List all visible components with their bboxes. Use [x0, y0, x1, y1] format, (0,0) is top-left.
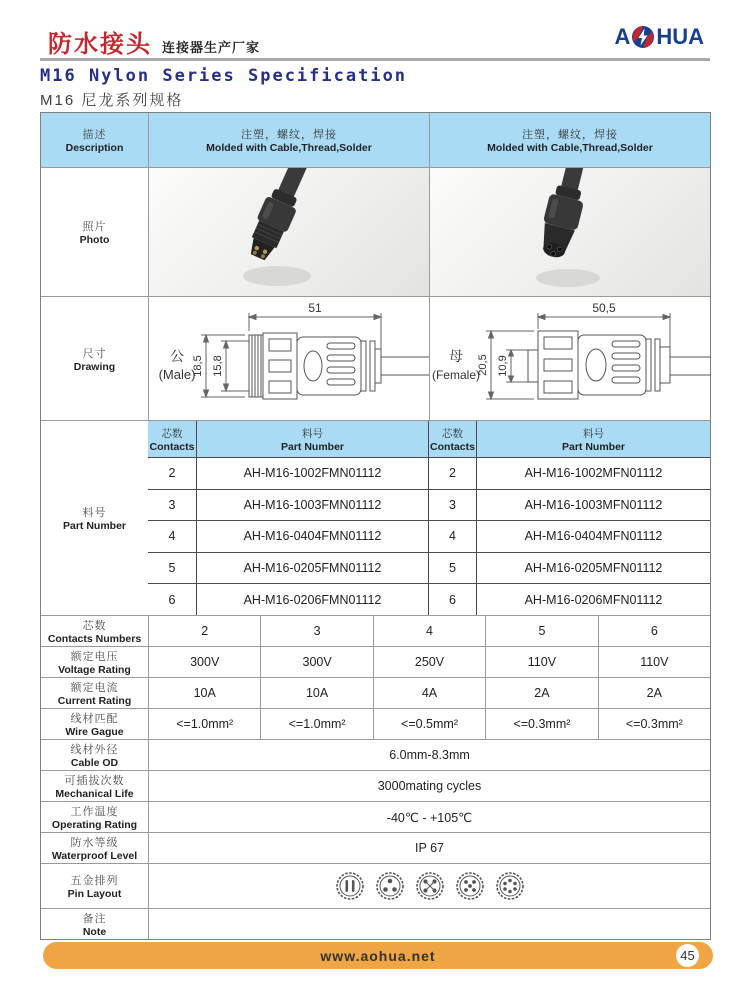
spec-value: 10A — [305, 686, 329, 700]
pin-layout-icon-3pin — [375, 871, 405, 901]
female-dim-outer: 20,5 — [477, 354, 489, 376]
spec-value: 4A — [421, 686, 438, 700]
spec-value: <=1.0mm² — [288, 717, 346, 731]
drawing-label-cn: 尺寸 — [82, 347, 107, 360]
contacts-count: 4 — [168, 529, 176, 544]
spec-value: 6 — [650, 624, 658, 638]
row-label-cn: 芯数 — [82, 620, 107, 632]
contacts-header-female — [428, 421, 476, 457]
brand-block — [48, 24, 260, 59]
part-number-header-row — [148, 421, 710, 457]
row-label-en: Current Rating — [57, 695, 132, 707]
male-part-number: AH-M16-0205FMN01112 — [243, 561, 382, 576]
pin-layout-icon-5pin — [455, 871, 485, 901]
website-link[interactable]: www.aohua.net — [320, 947, 436, 964]
spec-value: 2A — [646, 686, 662, 700]
page-subtitle: M16 尼龙系列规格 — [40, 92, 184, 109]
row-label-en: Contacts Numbers — [47, 633, 142, 645]
male-dim-inner: 15,8 — [211, 355, 224, 377]
row-label-en: Voltage Rating — [58, 664, 131, 676]
row-label-en: Note — [82, 926, 107, 938]
male-part-number: AH-M16-1003FMN01112 — [243, 497, 382, 512]
pin-layout-diagrams — [148, 864, 710, 908]
operating-rating-label-cell — [41, 802, 148, 832]
pin-layout-icon-2pin — [335, 871, 365, 901]
header-divider — [40, 58, 710, 61]
female-gender-cn: 母 — [449, 348, 463, 364]
wire-gauge-label-cell — [41, 709, 148, 739]
row-label-cn: 防水等级 — [70, 837, 119, 849]
table-row-drawing — [41, 296, 710, 420]
spec-value: 300V — [302, 655, 332, 669]
spec-value: 110V — [527, 655, 557, 669]
page-number-badge: 45 — [676, 944, 699, 967]
contacts-count: 6 — [449, 592, 456, 607]
female-dim-length: 50,5 — [592, 301, 616, 315]
female-part-number: AH-M16-1003MFN01112 — [524, 497, 663, 512]
table-row-current-rating — [41, 677, 710, 708]
row-label-en: Cable OD — [70, 757, 119, 769]
molded-male-cell — [148, 113, 429, 167]
voltage-rating-label-cell — [41, 647, 148, 677]
photo-label-cell — [41, 168, 148, 296]
part-number-row — [148, 457, 710, 489]
part-number-row — [148, 520, 710, 552]
table-row-wire-gauge — [41, 708, 710, 739]
contacts-numbers-label-cell — [41, 616, 148, 646]
part-number-row — [148, 552, 710, 584]
part-number-label-cell — [41, 421, 148, 615]
male-connector-photo-image — [149, 168, 430, 296]
molded-male-cn: 注塑，螺纹，焊接 — [241, 129, 337, 141]
table-row-voltage-rating — [41, 646, 710, 677]
contacts-header-en: Contacts — [430, 440, 475, 453]
pn-header-en: Part Number — [280, 440, 344, 453]
description-label-en: Description — [65, 142, 124, 154]
table-row-pin-layout — [41, 863, 710, 908]
description-label-cn: 描述 — [82, 129, 107, 141]
pin-layout-label-cell — [41, 864, 148, 908]
male-gender-cn: 公 — [169, 348, 184, 364]
note-label-cell — [41, 909, 148, 939]
cable-od-value: 6.0mm-8.3mm — [389, 748, 470, 762]
contacts-header-male — [148, 421, 196, 457]
row-label-en: Mechanical Life — [55, 788, 134, 800]
contacts-header-en: Contacts — [149, 440, 195, 453]
female-dim-inner: 10,9 — [497, 355, 509, 377]
part-number-label-en: Part Number — [62, 520, 126, 532]
female-part-number: AH-M16-0206MFN01112 — [524, 592, 663, 607]
pin-layout-icon-4pin — [415, 871, 445, 901]
female-gender-en: (Female) — [431, 368, 481, 382]
logo-letter-a: A — [614, 24, 631, 49]
brand-tagline: 连接器生产厂家 — [162, 40, 261, 55]
contacts-count: 5 — [168, 561, 176, 576]
table-row-note — [41, 908, 710, 939]
contacts-count: 2 — [449, 466, 456, 481]
row-label-en: Operating Rating — [51, 819, 138, 831]
spec-value: 10A — [193, 686, 216, 700]
male-connector-photo — [148, 168, 429, 296]
contacts-count: 2 — [168, 466, 176, 481]
spec-value: <=0.3mm² — [625, 717, 683, 731]
contacts-count: 6 — [168, 592, 176, 607]
contacts-count: 4 — [449, 529, 456, 544]
spec-table — [40, 112, 711, 940]
spec-value: 110V — [640, 655, 669, 669]
pin-layout-icon-6pin — [495, 871, 525, 901]
female-part-number: AH-M16-1002MFN01112 — [524, 466, 663, 481]
male-dimension-drawing — [149, 297, 430, 420]
male-part-number: AH-M16-0206FMN01112 — [243, 592, 382, 607]
brand-name-cn: 防水接头 — [48, 31, 152, 58]
table-row-waterproof-level — [41, 832, 710, 863]
part-number-row — [148, 489, 710, 521]
waterproof-level-label-cell — [41, 833, 148, 863]
female-part-number: AH-M16-0404MFN01112 — [524, 529, 663, 544]
row-label-cn: 备注 — [82, 913, 107, 925]
female-dimension-drawing — [430, 297, 711, 420]
row-label-en: Waterproof Level — [51, 850, 138, 862]
mechanical-life-label-cell — [41, 771, 148, 801]
spec-value: 5 — [538, 624, 546, 638]
contacts-header-cn: 芯数 — [442, 427, 463, 440]
drawing-label-cell — [41, 297, 148, 420]
row-label-en: Wire Gague — [65, 726, 124, 738]
pn-header-en: Part Number — [561, 440, 625, 453]
row-label-cn: 线材外径 — [70, 744, 119, 756]
table-row-operating-rating — [41, 801, 710, 832]
contacts-header-cn: 芯数 — [161, 427, 183, 440]
footer-bar — [43, 942, 713, 969]
table-row-photo — [41, 167, 710, 296]
male-drawing-cell — [148, 297, 429, 420]
spec-value: 2A — [534, 686, 550, 700]
note-value-cell — [148, 909, 710, 939]
spec-value: 300V — [190, 655, 220, 669]
page-title: M16 Nylon Series Specification — [40, 66, 408, 86]
molded-female-cn: 注塑，螺纹，焊接 — [522, 129, 618, 141]
molded-female-cell — [429, 113, 710, 167]
waterproof-level-value: IP 67 — [415, 841, 444, 855]
aohua-logo — [614, 24, 704, 50]
contacts-count: 5 — [449, 561, 456, 576]
spec-value: 4 — [426, 624, 433, 638]
row-label-cn: 工作温度 — [70, 806, 119, 818]
contacts-count: 3 — [449, 497, 456, 512]
row-label-cn: 线材匹配 — [70, 713, 119, 725]
row-label-cn: 额定电流 — [70, 682, 119, 694]
part-number-header-female — [476, 421, 710, 457]
row-label-cn: 五金排列 — [70, 875, 119, 887]
table-row-cable-od — [41, 739, 710, 770]
spec-value: <=1.0mm² — [176, 717, 234, 731]
row-label-cn: 额定电压 — [70, 651, 119, 663]
female-connector-photo-image — [430, 168, 711, 296]
table-row-part-numbers — [41, 420, 710, 615]
aohua-logo-icon — [631, 25, 655, 49]
description-label-cell — [41, 113, 148, 167]
mechanical-life-value: 3000mating cycles — [377, 779, 482, 793]
spec-value: 2 — [201, 624, 209, 638]
cable-od-label-cell — [41, 740, 148, 770]
male-gender-en: (Male) — [158, 367, 195, 382]
female-connector-photo — [429, 168, 710, 296]
photo-label-cn: 照片 — [82, 221, 107, 233]
part-number-label-cn: 料号 — [82, 507, 107, 519]
part-number-row — [148, 583, 710, 615]
spec-value: <=0.3mm² — [513, 717, 571, 731]
row-label-cn: 可插拔次数 — [64, 775, 125, 787]
logo-letters-hua: HUA — [656, 24, 704, 49]
table-row-mechanical-life — [41, 770, 710, 801]
table-row-description — [41, 113, 710, 167]
pn-header-cn: 料号 — [302, 427, 323, 440]
female-drawing-cell — [429, 297, 711, 420]
pn-header-cn: 料号 — [583, 427, 604, 440]
current-rating-label-cell — [41, 678, 148, 708]
male-part-number: AH-M16-1002FMN01112 — [243, 466, 382, 481]
male-part-number: AH-M16-0404FMN01112 — [243, 529, 382, 544]
table-row-contacts-numbers — [41, 615, 710, 646]
operating-rating-value: -40℃ - +105℃ — [386, 810, 473, 825]
part-number-header-male — [196, 421, 428, 457]
drawing-label-en: Drawing — [73, 360, 116, 373]
male-dim-outer: 18,5 — [191, 355, 204, 377]
spec-value: 250V — [414, 655, 445, 669]
part-number-table — [148, 421, 710, 615]
spec-value: <=0.5mm² — [401, 717, 458, 731]
contacts-count: 3 — [168, 497, 176, 512]
spec-value: 3 — [313, 624, 321, 638]
row-label-en: Pin Layout — [67, 888, 122, 900]
female-part-number: AH-M16-0205MFN01112 — [524, 561, 663, 576]
photo-label-en: Photo — [79, 234, 110, 246]
molded-male-en: Molded with Cable,Thread,Solder — [206, 142, 372, 154]
molded-female-en: Molded with Cable,Thread,Solder — [487, 142, 653, 154]
male-dim-length: 51 — [307, 301, 322, 315]
